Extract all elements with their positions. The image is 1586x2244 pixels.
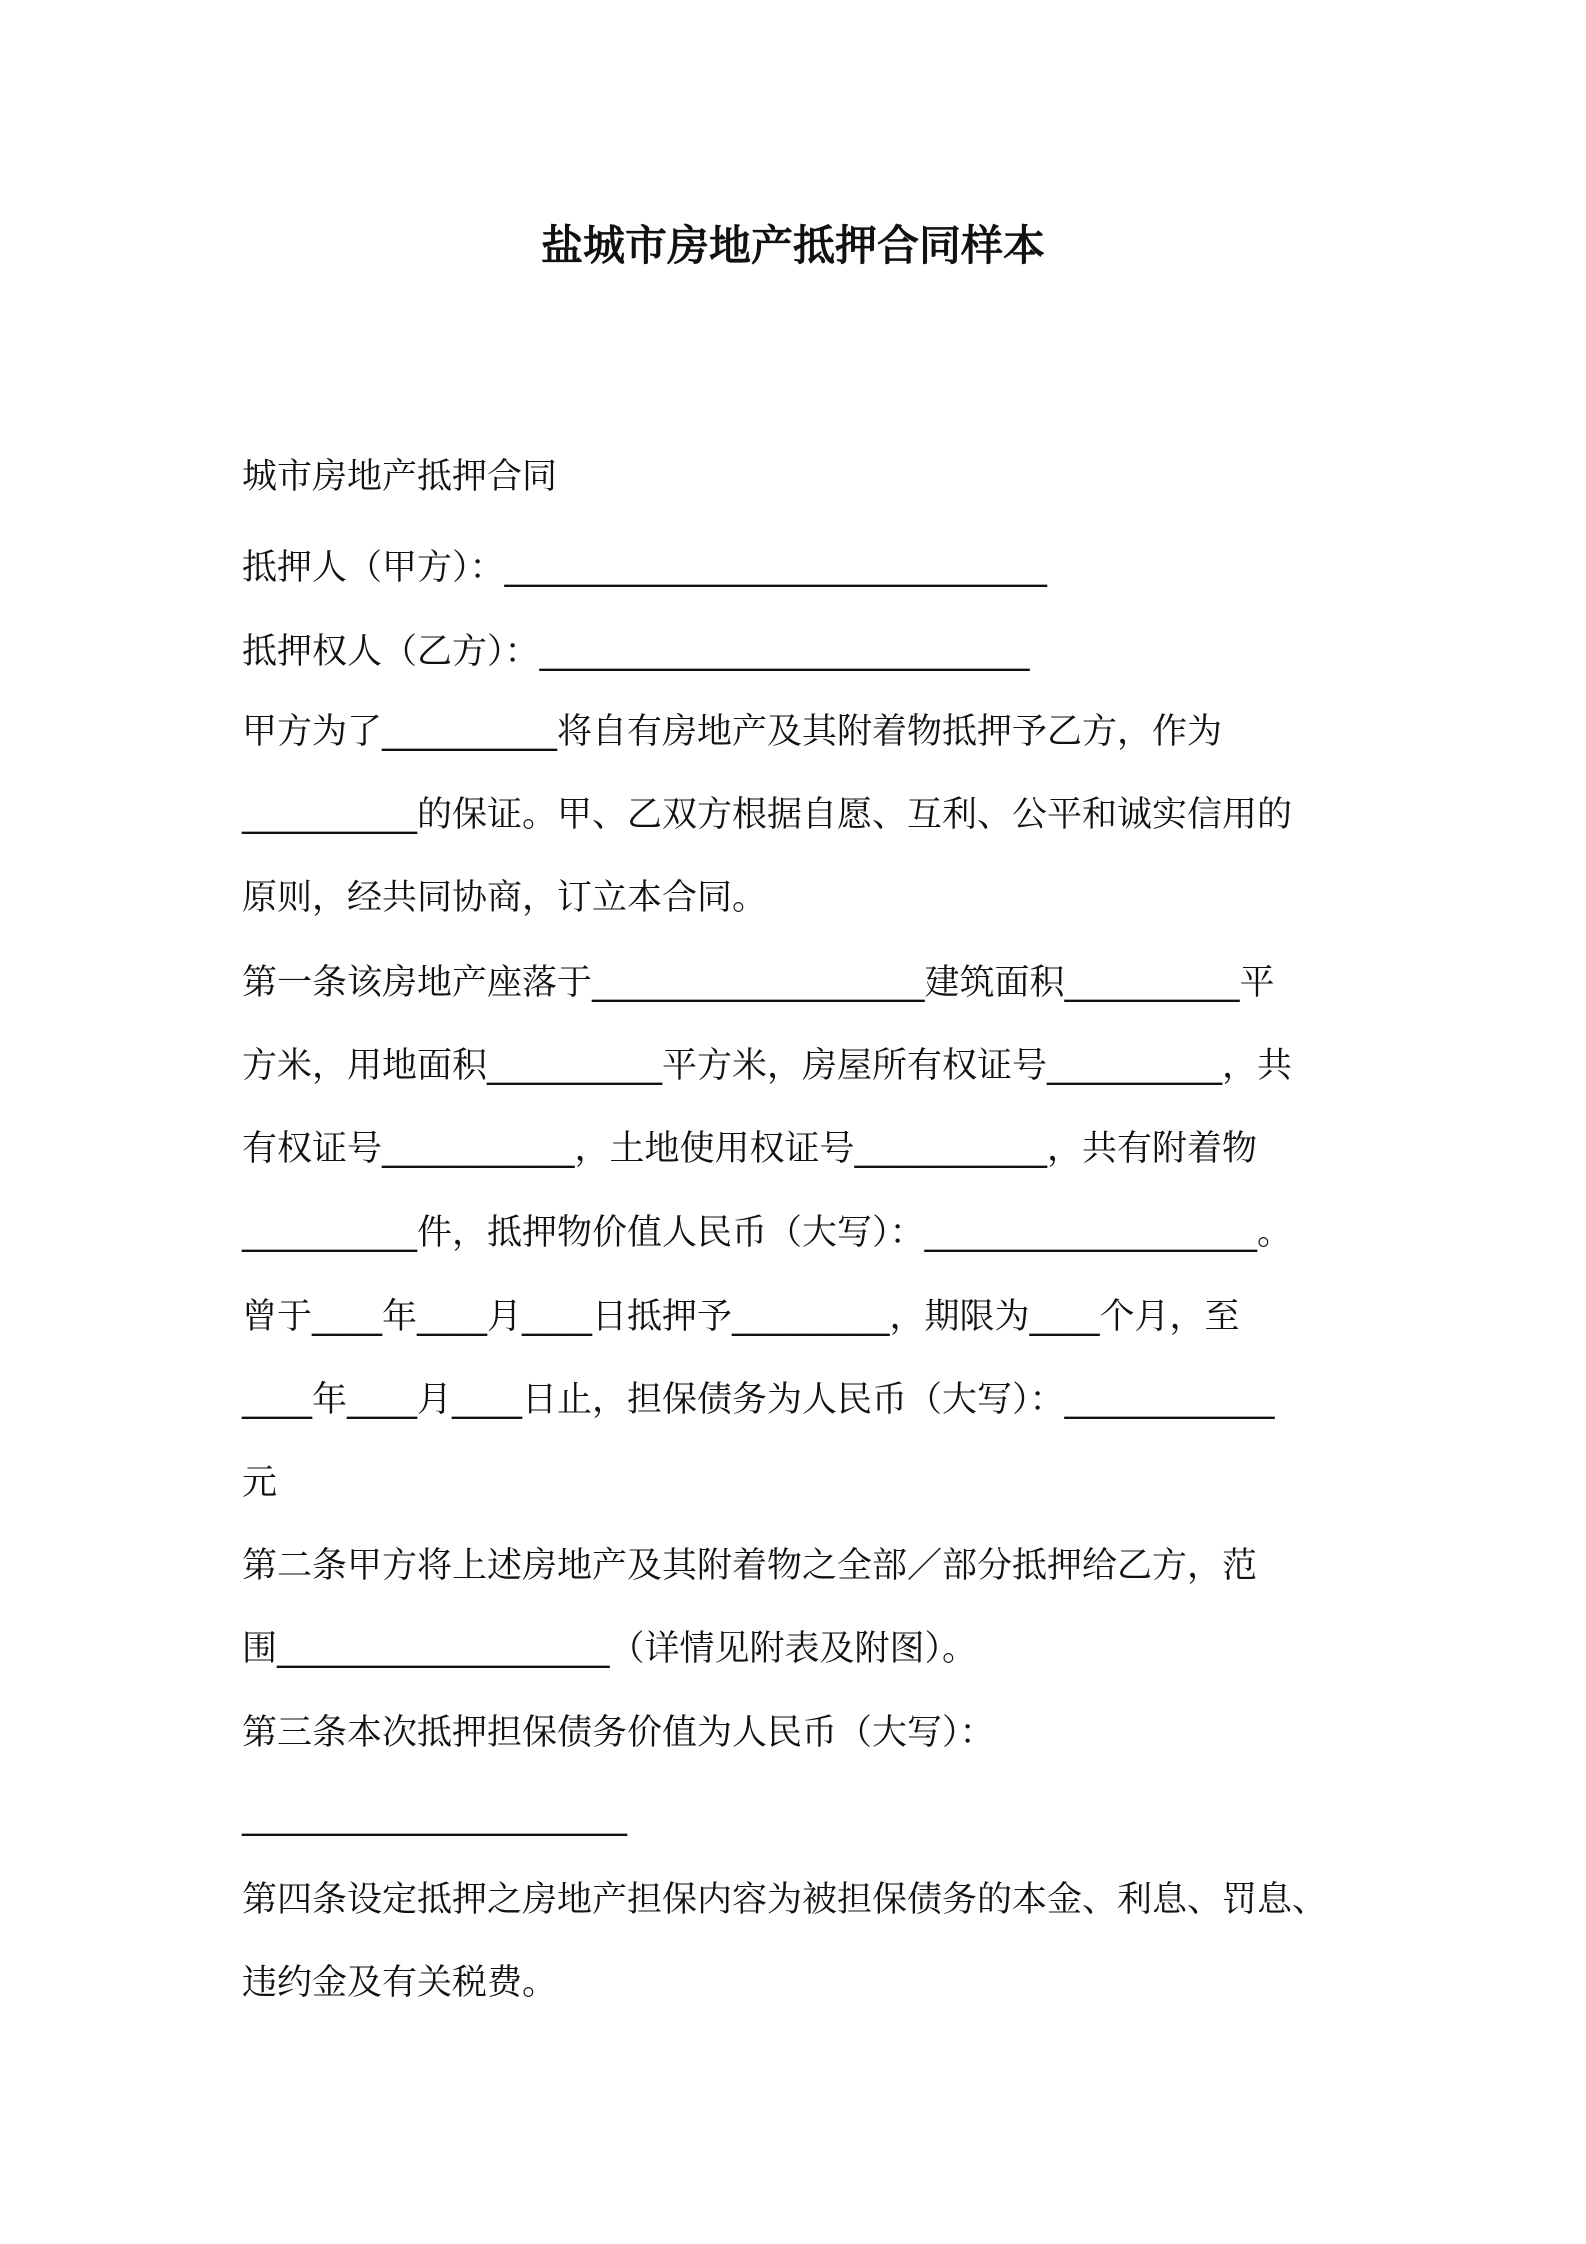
article-1-line-4: __________件，抵押物价值人民币（大写）：___________________。 [242, 1213, 1293, 1253]
article-2-line-1: 第二条甲方将上述房地产及其附着物之全部／部分抵押给乙方，范 [242, 1546, 1258, 1586]
article-4-line-1: 第四条设定抵押之房地产担保内容为被担保债务的本金、利息、罚息、 [242, 1880, 1328, 1920]
mortgagor-line: 抵押人（甲方）：_______________________________ [242, 548, 1048, 588]
article-1-line-3: 有权证号___________，土地使用权证号___________，共有附着物 [242, 1129, 1258, 1169]
article-1-line-7: 元 [242, 1463, 278, 1503]
preamble-line-2: __________的保证。甲、乙双方根据自愿、互利、公平和诚实信用的 [242, 795, 1293, 835]
mortgagee-line: 抵押权人（乙方）：____________________________ [242, 632, 1030, 672]
article-1-line-6: ____年____月____日止，担保债务为人民币（大写）：____________ [242, 1380, 1275, 1420]
article-1-line-2: 方米，用地面积__________平方米，房屋所有权证号__________，共 [242, 1046, 1293, 1086]
article-3-line-1: 第三条本次抵押担保债务价值为人民币（大写）： [242, 1713, 995, 1753]
preamble-line-3: 原则，经共同协商，订立本合同。 [242, 878, 768, 918]
document-title: 盐城市房地产抵押合同样本 [540, 221, 1045, 270]
article-2-line-2: 围___________________（详情见附表及附图）。 [242, 1629, 978, 1669]
article-1-line-1: 第一条该房地产座落于___________________建筑面积__________平 [242, 963, 1275, 1003]
article-1-line-5: 曾于____年____月____日抵押予_________，期限为____个月，至 [242, 1297, 1240, 1337]
preamble-line-1: 甲方为了__________将自有房地产及其附着物抵押予乙方，作为 [242, 712, 1223, 752]
article-3-line-2: ______________________ [242, 1797, 627, 1837]
article-4-line-2: 违约金及有关税费。 [242, 1963, 558, 2003]
contract-heading: 城市房地产抵押合同 [242, 457, 558, 497]
